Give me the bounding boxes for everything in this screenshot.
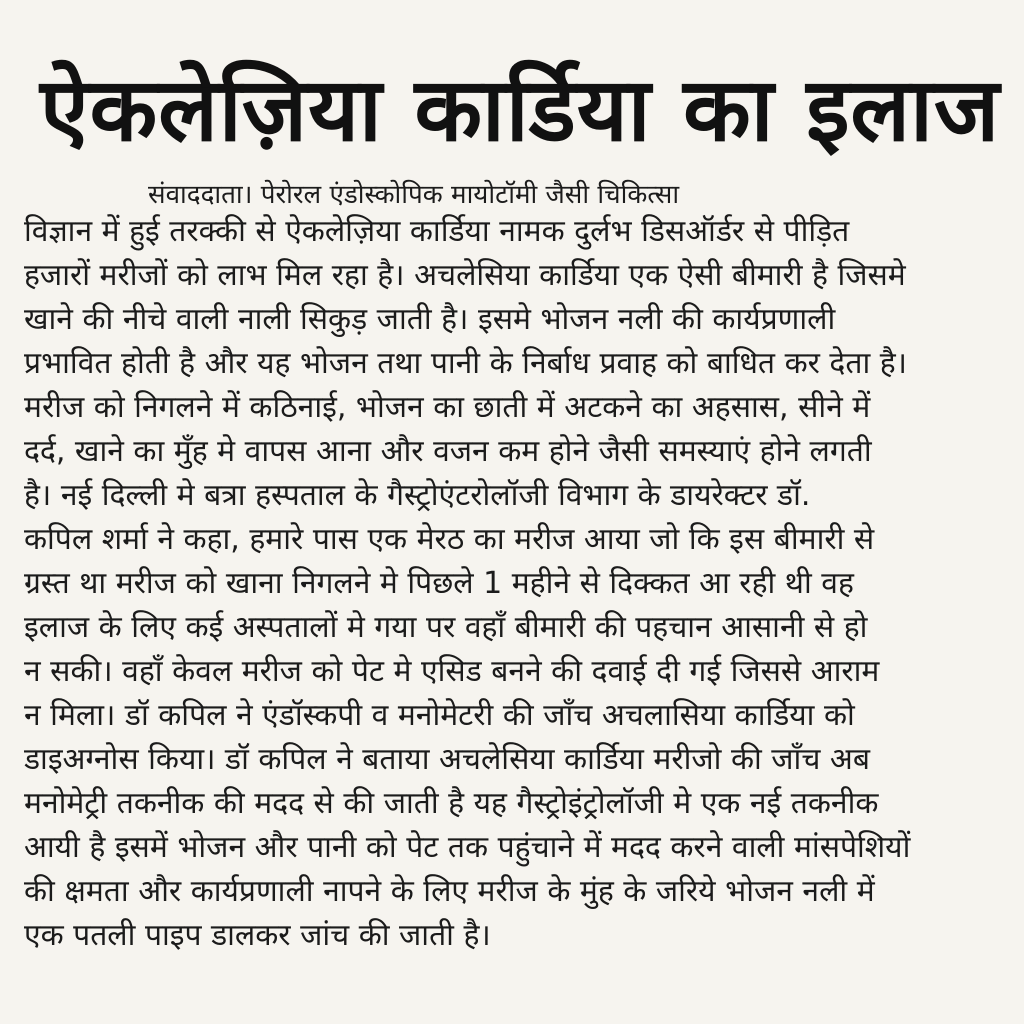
- body-line: प्रभावित होती है और यह भोजन तथा पानी के निर्बाध प्रवाह को बाधित कर देता है।: [24, 346, 908, 381]
- body-line: कपिल शर्मा ने कहा, हमारे पास एक मेरठ का मरीज आया जो कि इस बीमारी से: [24, 522, 875, 557]
- body-line: न सकी। वहाँ केवल मरीज को पेट मे एसिड बनने की दवाई दी गई जिससे आराम: [24, 654, 880, 689]
- body-line: विज्ञान में हुई तरक्की से ऐकलेज़िया कार्डिया नामक दुर्लभ डिसऑर्डर से पीड़ित: [24, 214, 850, 249]
- body-line: डाइअग्नोस किया। डॉ कपिल ने बताया अचलेसिया कार्डिया मरीजो की जाँच अब: [24, 742, 870, 777]
- body-line: इलाज के लिए कई अस्पतालों मे गया पर वहाँ बीमारी की पहचान आसानी से हो: [24, 610, 868, 645]
- body-line: न मिला। डॉ कपिल ने एंडॉस्कपी व मनोमेटरी की जाँच अचलासिया कार्डिया को: [24, 698, 855, 733]
- body-line: एक पतली पाइप डालकर जांच की जाती है।: [24, 918, 491, 953]
- body-line: ग्रस्त था मरीज को खाना निगलने मे पिछले 1 महीने से दिक्कत आ रही थी वह: [24, 566, 854, 601]
- body-line: मनोमेट्री तकनीक की मदद से की जाती है यह गैस्ट्रोइंट्रोलॉजी मे एक नई तकनीक: [24, 786, 879, 821]
- body-line: मरीज को निगलने में कठिनाई, भोजन का छाती में अटकने का अहसास, सीने में: [24, 390, 871, 425]
- byline: संवाददाता। पेरोरल एंडोस्कोपिक मायोटॉमी जैसी चिकित्सा: [148, 180, 680, 210]
- body-line: खाने की नीचे वाली नाली सिकुड़ जाती है। इसमे भोजन नली की कार्यप्रणाली: [24, 302, 836, 337]
- article-body: [24, 210, 1004, 958]
- body-line: है। नई दिल्ली मे बत्रा हस्पताल के गैस्ट्रोएंटरोलॉजी विभाग के डायरेक्टर डॉ.: [24, 478, 811, 513]
- body-line: दर्द, खाने का मुँह मे वापस आना और वजन कम होने जैसी समस्याएं होने लगती: [24, 434, 872, 469]
- body-line: हजारों मरीजों को लाभ मिल रहा है। अचलेसिया कार्डिया एक ऐसी बीमारी है जिसमे: [24, 258, 906, 293]
- body-line: आयी है इसमें भोजन और पानी को पेट तक पहुंचाने में मदद करने वाली मांसपेशियों: [24, 830, 911, 865]
- headline: ऐकलेज़िया कार्डिया का इलाज: [40, 58, 1001, 161]
- body-line: की क्षमता और कार्यप्रणाली नापने के लिए मरीज के मुंह के जरिये भोजन नली में: [24, 874, 875, 909]
